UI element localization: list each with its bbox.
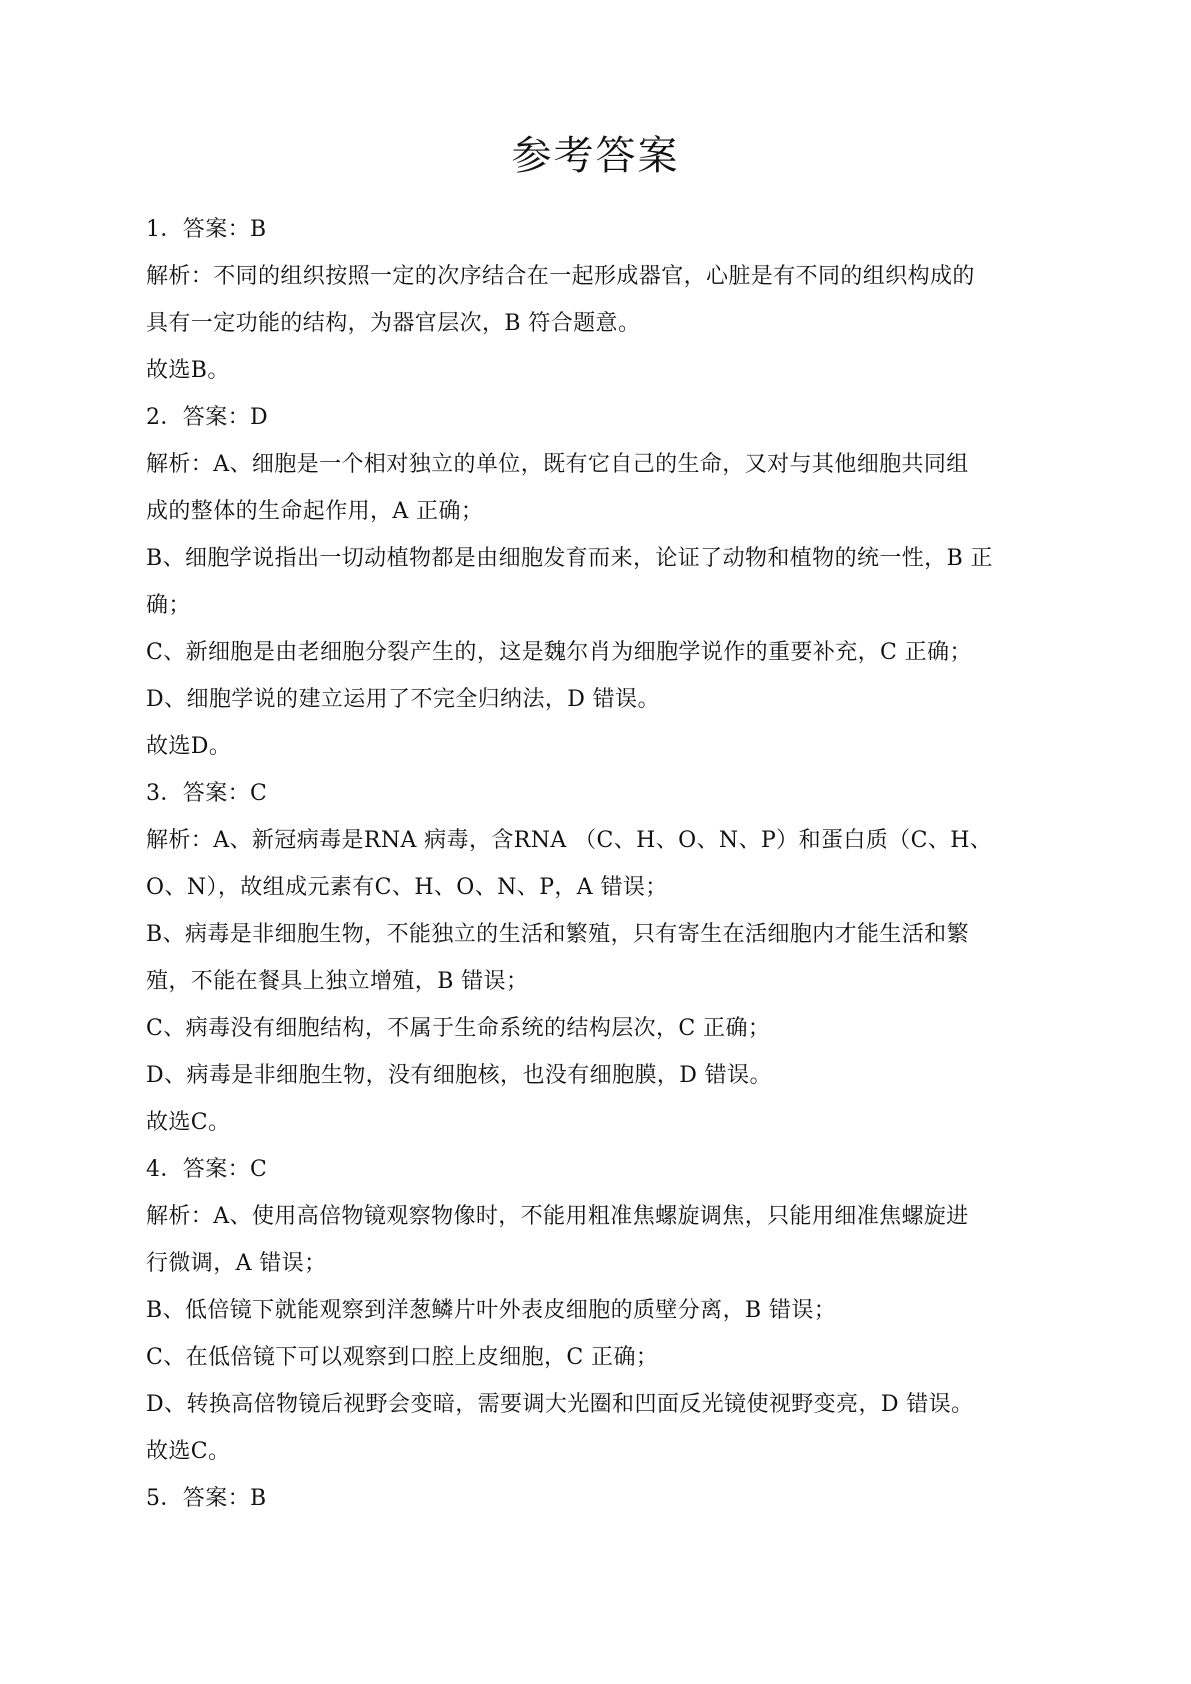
answer-line: 行微调，A 错误； bbox=[146, 1251, 327, 1276]
answer-content bbox=[146, 206, 1052, 1522]
answer-line: D、转换高倍物镜后视野会变暗，需要调大光圈和凹面反光镜使视野变亮，D 错误。 bbox=[146, 1392, 974, 1417]
answer-line: B、低倍镜下就能观察到洋葱鳞片叶外表皮细胞的质壁分离，B 错误； bbox=[146, 1298, 837, 1323]
answer-line: 故选B。 bbox=[146, 358, 230, 383]
answer-line: C、在低倍镜下可以观察到口腔上皮细胞，C 正确； bbox=[146, 1345, 659, 1370]
answer-line: 具有一定功能的结构，为器官层次，B 符合题意。 bbox=[146, 311, 641, 336]
answer-line: 1．答案：B bbox=[146, 217, 267, 242]
answer-line: 解析：A、使用高倍物镜观察物像时，不能用粗准焦螺旋调焦，只能用细准焦螺旋进 bbox=[146, 1204, 969, 1229]
answer-line: 故选C。 bbox=[146, 1110, 231, 1135]
answer-line: 解析：不同的组织按照一定的次序结合在一起形成器官，心脏是有不同的组织构成的 bbox=[146, 264, 975, 289]
answer-line: D、细胞学说的建立运用了不完全归纳法，D 错误。 bbox=[146, 687, 660, 712]
answer-line: 2．答案：D bbox=[146, 405, 269, 430]
page-title: 参考答案 bbox=[511, 133, 680, 179]
answer-line: 解析：A、细胞是一个相对独立的单位，既有它自己的生命，又对与其他细胞共同组 bbox=[146, 452, 969, 477]
answer-line: 解析：A、新冠病毒是RNA 病毒，含RNA （C、H、O、N、P）和蛋白质（C、H、 bbox=[146, 828, 993, 853]
answer-line: 3．答案：C bbox=[146, 781, 268, 806]
answer-line: 故选D。 bbox=[146, 734, 232, 759]
answer-line: B、病毒是非细胞生物，不能独立的生活和繁殖，只有寄生在活细胞内才能生活和繁 bbox=[146, 922, 969, 947]
answer-line: 确； bbox=[146, 593, 191, 618]
answer-line: O、N），故组成元素有C、H、O、N、P，A 错误； bbox=[146, 875, 668, 900]
answer-line: 4．答案：C bbox=[146, 1157, 268, 1182]
answer-line: B、细胞学说指出一切动植物都是由细胞发育而来，论证了动物和植物的统一性，B 正 bbox=[146, 546, 993, 571]
answer-line: 故选C。 bbox=[146, 1439, 231, 1464]
answer-line: D、病毒是非细胞生物，没有细胞核，也没有细胞膜，D 错误。 bbox=[146, 1063, 772, 1088]
answer-line: C、病毒没有细胞结构，不属于生命系统的结构层次，C 正确； bbox=[146, 1016, 771, 1041]
answer-line: 成的整体的生命起作用，A 正确； bbox=[146, 499, 484, 524]
answer-line: 5．答案：B bbox=[146, 1486, 267, 1511]
answer-line: 殖，不能在餐具上独立增殖，B 错误； bbox=[146, 969, 529, 994]
answer-line: C、新细胞是由老细胞分裂产生的，这是魏尔肖为细胞学说作的重要补充，C 正确； bbox=[146, 640, 972, 665]
